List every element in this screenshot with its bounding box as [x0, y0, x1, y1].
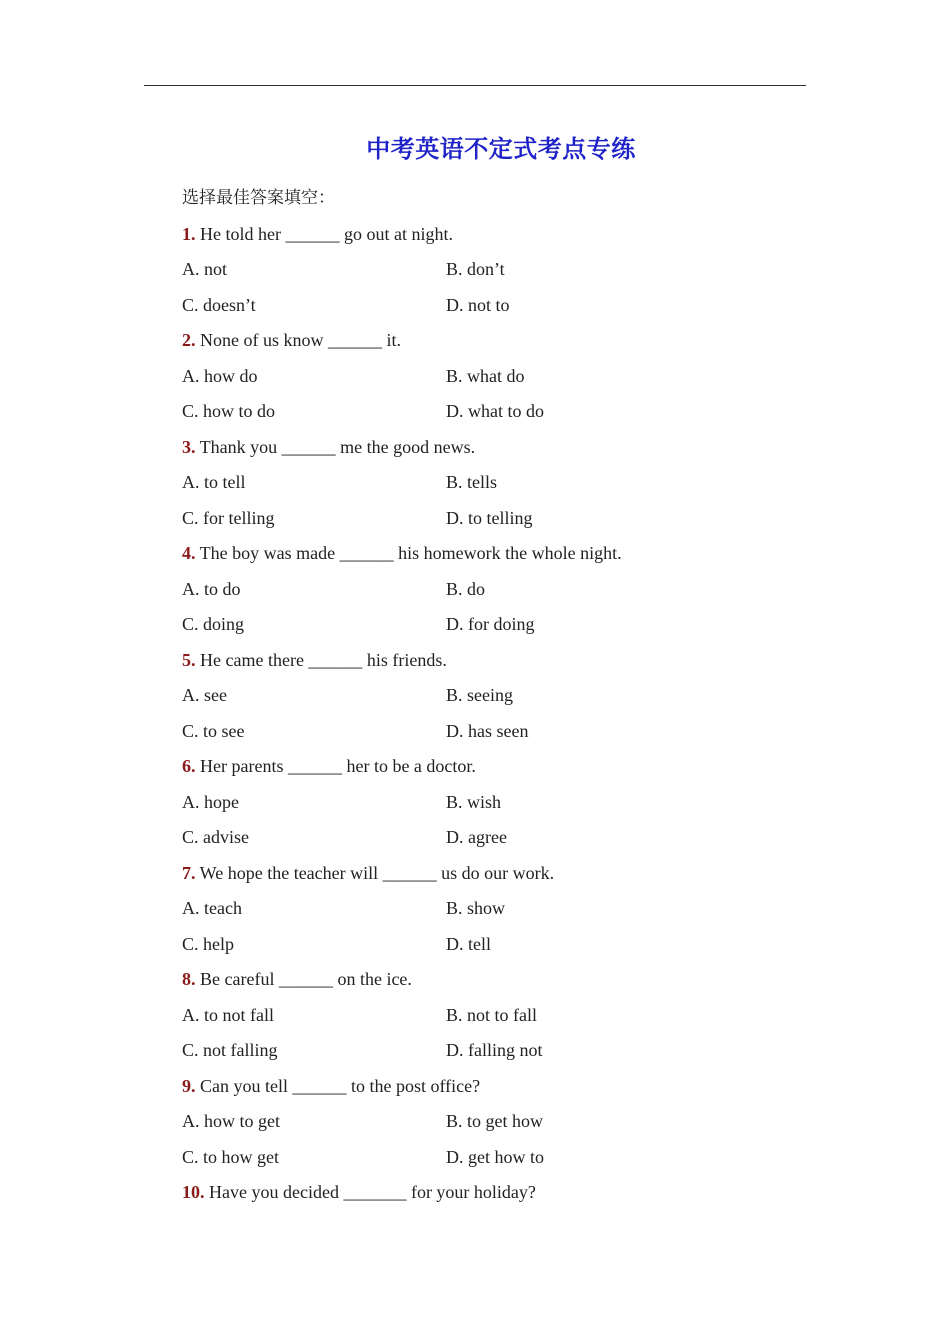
answer-option: D. to telling — [446, 507, 533, 528]
question-stem — [182, 1069, 782, 1105]
question-stem — [182, 962, 782, 998]
options-row — [182, 288, 782, 324]
header-rule — [144, 85, 806, 86]
question-stem — [182, 1175, 782, 1211]
instruction-text: 选择最佳答案填空： — [182, 188, 335, 208]
answer-option: C. advise — [182, 827, 249, 847]
answer-option: D. tell — [446, 933, 491, 954]
answer-option: D. get how to — [446, 1146, 544, 1167]
question-text: Her parents ______ her to be a doctor. — [195, 756, 476, 776]
options-row — [182, 1033, 782, 1069]
answer-option: A. to do — [182, 578, 241, 599]
question-list — [182, 181, 782, 1211]
question-stem — [182, 536, 782, 572]
options-row — [182, 998, 782, 1034]
question-stem — [182, 430, 782, 466]
question-number: 5. — [182, 649, 196, 670]
question-text: He told her ______ go out at night. — [195, 223, 453, 244]
options-row — [182, 252, 782, 288]
questions-container — [182, 217, 782, 1211]
options-row — [182, 607, 782, 643]
options-row — [182, 394, 782, 430]
question-text: None of us know ______ it. — [195, 330, 401, 350]
answer-option: B. tells — [446, 472, 498, 492]
answer-option: A. not — [182, 259, 227, 279]
question-text: The boy was made ______ his homework the whole night. — [195, 543, 622, 563]
question-text: He came there ______ his friends. — [195, 649, 447, 670]
question-text: Can you tell ______ to the post office? — [195, 1075, 481, 1096]
answer-option: C. help — [182, 933, 234, 954]
page-title: 中考英语不定式考点专练 — [366, 135, 636, 163]
answer-option: C. for telling — [182, 507, 275, 528]
options-row — [182, 714, 782, 750]
options-row — [182, 678, 782, 714]
answer-option: B. seeing — [446, 685, 513, 705]
question-text: We hope the teacher will ______ us do our work. — [195, 862, 555, 883]
answer-option: C. to how get — [182, 1146, 279, 1167]
options-row — [182, 465, 782, 501]
question-number: 2. — [182, 330, 196, 350]
answer-option: B. wish — [446, 791, 502, 812]
question-number: 1. — [182, 223, 196, 244]
answer-option: B. not to fall — [446, 1004, 537, 1025]
question-number: 6. — [182, 756, 196, 776]
question-number: 3. — [182, 436, 196, 457]
answer-option: C. doesn’t — [182, 294, 256, 315]
options-row — [182, 891, 782, 927]
answer-option: A. hope — [182, 791, 239, 812]
answer-option: B. don’t — [446, 259, 505, 279]
answer-option: A. see — [182, 685, 227, 705]
answer-option: D. what to do — [446, 401, 544, 421]
question-stem — [182, 643, 782, 679]
answer-option: D. not to — [446, 294, 510, 315]
answer-option: A. teach — [182, 898, 242, 918]
question-stem — [182, 749, 782, 785]
options-row — [182, 501, 782, 537]
answer-option: B. show — [446, 898, 506, 918]
question-stem — [182, 856, 782, 892]
options-row — [182, 820, 782, 856]
answer-option: D. for doing — [446, 614, 535, 634]
answer-option: B. to get how — [446, 1111, 543, 1131]
options-row — [182, 359, 782, 395]
answer-option: D. falling not — [446, 1040, 543, 1060]
answer-option: B. what do — [446, 365, 525, 386]
question-text: Be careful ______ on the ice. — [195, 969, 412, 989]
question-number: 8. — [182, 969, 196, 989]
answer-option: D. agree — [446, 827, 507, 847]
question-number: 4. — [182, 543, 196, 563]
question-stem — [182, 217, 782, 253]
answer-option: C. to see — [182, 720, 245, 741]
options-row — [182, 572, 782, 608]
answer-option: A. to tell — [182, 472, 246, 492]
answer-option: B. do — [446, 578, 486, 599]
question-text: Thank you ______ me the good news. — [195, 436, 476, 457]
question-text: Have you decided _______ for your holiday? — [204, 1182, 536, 1202]
options-row — [182, 927, 782, 963]
question-number: 7. — [182, 862, 196, 883]
answer-option: D. has seen — [446, 720, 529, 741]
answer-option: A. to not fall — [182, 1004, 274, 1025]
answer-option: C. how to do — [182, 401, 276, 421]
options-row — [182, 785, 782, 821]
question-stem — [182, 323, 782, 359]
answer-option: A. how do — [182, 365, 258, 386]
answer-option: C. not falling — [182, 1040, 278, 1060]
answer-option: C. doing — [182, 614, 245, 634]
options-row — [182, 1140, 782, 1176]
question-number: 10. — [182, 1182, 205, 1202]
answer-option: A. how to get — [182, 1111, 280, 1131]
options-row — [182, 1104, 782, 1140]
question-number: 9. — [182, 1075, 196, 1096]
